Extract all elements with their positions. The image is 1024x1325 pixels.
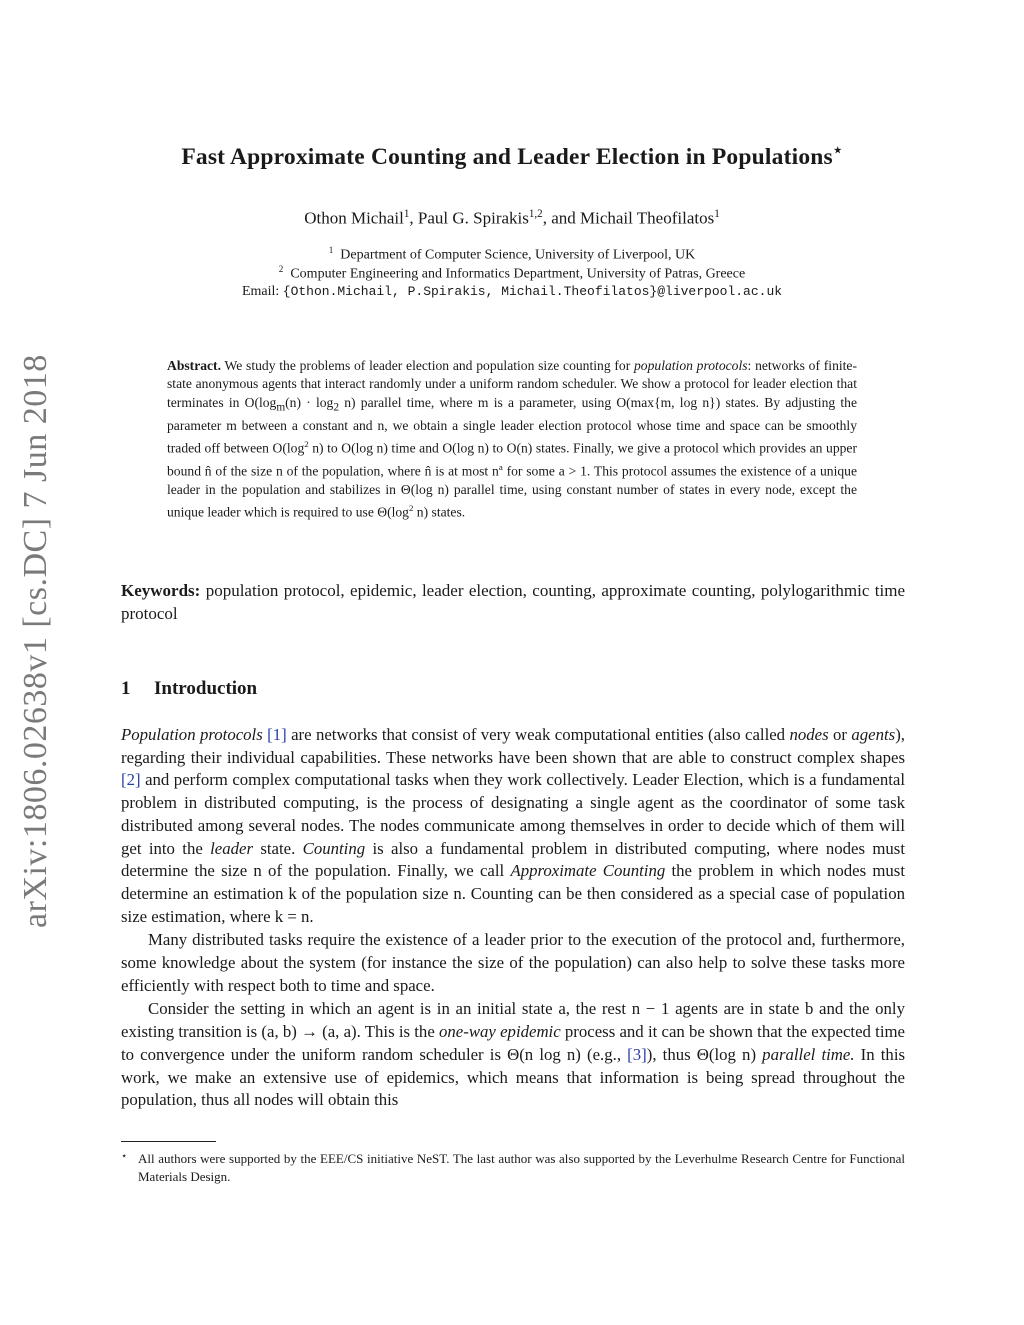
abstract-text: for some a > 1. This protocol assumes the existence of a unique leader in the population and stabilizes in Θ(log n) parallel time, using constant number of states in every node, except the unique leader which is required to use Θ(log	[167, 463, 858, 520]
body-emphasis: Counting	[302, 838, 366, 858]
affil-number: 1	[328, 245, 334, 255]
keywords-label: Keywords:	[121, 581, 201, 600]
body-emphasis: agents	[851, 725, 896, 744]
affiliation-1	[0, 245, 1024, 264]
intro-paragraph-2: Many distributed tasks require the existence of a leader prior to the execution of the protocol and, furthermore, some knowledge about the system (for instance the size of the population) can also help to solve these tasks more efficiently with respect both to time and space.	[121, 930, 905, 995]
section-title: Introduction	[154, 678, 258, 699]
author-spirakis: , Paul G. Spirakis	[409, 208, 529, 228]
author-list	[0, 208, 1024, 229]
keywords	[121, 579, 905, 625]
body-emphasis: nodes	[789, 725, 829, 744]
section-number: 1	[121, 678, 131, 699]
author-theofilatos: , and Michail Theofilatos	[542, 208, 715, 228]
abstract-emphasis: population protocols	[634, 358, 748, 373]
body-text: and perform complex computational tasks when they work collectively. Leader Election, which is a fundamental problem in distributed computing, is the process of designating a single agent as the coordinator of some task distributed among several nodes. The nodes communicate among themselves in order to decide which of them will get into the	[121, 770, 905, 858]
affil-text: Department of Computer Science, University of Liverpool, UK	[340, 247, 696, 263]
body-text: Consider the setting in which an agent is in an initial state a, the rest n − 1 agents are in state b and the only existing transition is (a, b) → (a, a). This is the	[121, 999, 905, 1042]
body-text: state.	[253, 838, 303, 858]
affil-number: 2	[278, 264, 284, 274]
intro-paragraph-3	[121, 998, 905, 1112]
math-superscript: 2	[408, 502, 414, 513]
body-emphasis: Approximate Counting	[510, 861, 666, 881]
author-michail: Othon Michail	[304, 208, 404, 228]
paper-title	[0, 141, 1024, 171]
author-affil-mark: 1	[714, 208, 720, 220]
affil-text: Computer Engineering and Informatics Department, University of Patras, Greece	[290, 266, 746, 282]
body-text: are networks that consist of very weak computational entities (also called	[286, 725, 790, 744]
abstract-text: We study the problems of leader election and population size counting for	[220, 358, 634, 373]
body-text: process and it can be shown that the expected time to convergence under the uniform random scheduler is Θ(n log n) (e.g.,	[121, 1022, 905, 1064]
email-label: Email:	[241, 284, 283, 299]
body-emphasis: leader	[210, 838, 254, 858]
footnote-mark: ⋆	[121, 1151, 128, 1162]
math-superscript: 2	[304, 438, 309, 449]
title-text: Fast Approximate Counting and Leader Election in Populations	[181, 143, 833, 170]
abstract-text: n) parallel time, where m is a parameter, using O(max{m, log n}) states. By adjusting the parameter m between a constant and n, we obtain a single leader election protocol whose time and space can be smoothly traded off between O(log	[167, 394, 857, 456]
abstract-text: n) to O(log n) time and O(log n) to O(n) states. Finally, we give a protocol which provides an upper bound n̂ of the size n of the population, where n̂ is at most n	[167, 440, 857, 479]
arxiv-stamp: arXiv:1806.02638v1 [cs.DC] 7 Jun 2018	[17, 354, 54, 928]
section-heading	[121, 678, 257, 700]
email-address: {Othon.Michail, P.Spirakis, Michail.Theofilatos}@liverpool.ac.uk	[282, 284, 783, 299]
title-footnote-mark: ⋆	[832, 142, 843, 159]
body-emphasis: parallel time.	[762, 1044, 855, 1064]
abstract	[167, 357, 857, 522]
body-text: the problem in which nodes must determine an estimation k of the population size n. Counting can be then considered as a special case of population size estimation, where k = n.	[121, 861, 905, 926]
intro-paragraph-1	[121, 724, 905, 928]
affiliation-2	[0, 264, 1024, 283]
abstract-text: n) states.	[413, 504, 466, 520]
author-affil-mark: 1,2	[528, 208, 543, 220]
footnote-text: All authors were supported by the EEE/CS initiative NeST. The last author was also supported by the Leverhulme Research Centre for Functional Materials Design.	[138, 1151, 905, 1184]
abstract-label: Abstract.	[167, 358, 221, 373]
intro-body	[121, 724, 905, 1112]
body-text: is also a fundamental problem in distributed computing, where nodes must determine the size n of the population. Finally, we call	[121, 838, 905, 881]
body-text: ), regarding their individual capabilities. These networks have been shown that are able to construct complex shapes	[121, 725, 905, 767]
citation-link[interactable]: [1]	[267, 725, 287, 744]
abstract-text: : networks of finite-state anonymous agents that interact randomly under a uniform random scheduler. We show a protocol for leader election that terminates in O(log	[167, 358, 857, 410]
author-affil-mark: 1	[403, 208, 410, 220]
math-subscript: m	[276, 401, 286, 414]
body-emphasis: Population protocols	[121, 725, 263, 744]
footnote	[121, 1148, 905, 1186]
keywords-text: population protocol, epidemic, leader election, counting, approximate counting, polylogarithmic time protocol	[121, 581, 905, 623]
body-text: In this work, we make an extensive use of epidemics, which means that information is being spread throughout the population, thus all nodes will obtain this	[121, 1044, 906, 1110]
footnote-rule	[121, 1141, 216, 1142]
math-subscript: 2	[333, 401, 340, 414]
body-text: ), thus Θ(log n)	[646, 1044, 763, 1064]
citation-link[interactable]: [3]	[627, 1044, 647, 1064]
body-emphasis: one-way epidemic	[439, 1022, 561, 1042]
citation-link[interactable]: [2]	[121, 770, 141, 790]
math-superscript: a	[498, 461, 503, 472]
body-text: or	[828, 725, 852, 744]
email-line	[0, 284, 1024, 300]
abstract-text: (n) · log	[285, 394, 334, 410]
footnote-body	[121, 1148, 905, 1186]
